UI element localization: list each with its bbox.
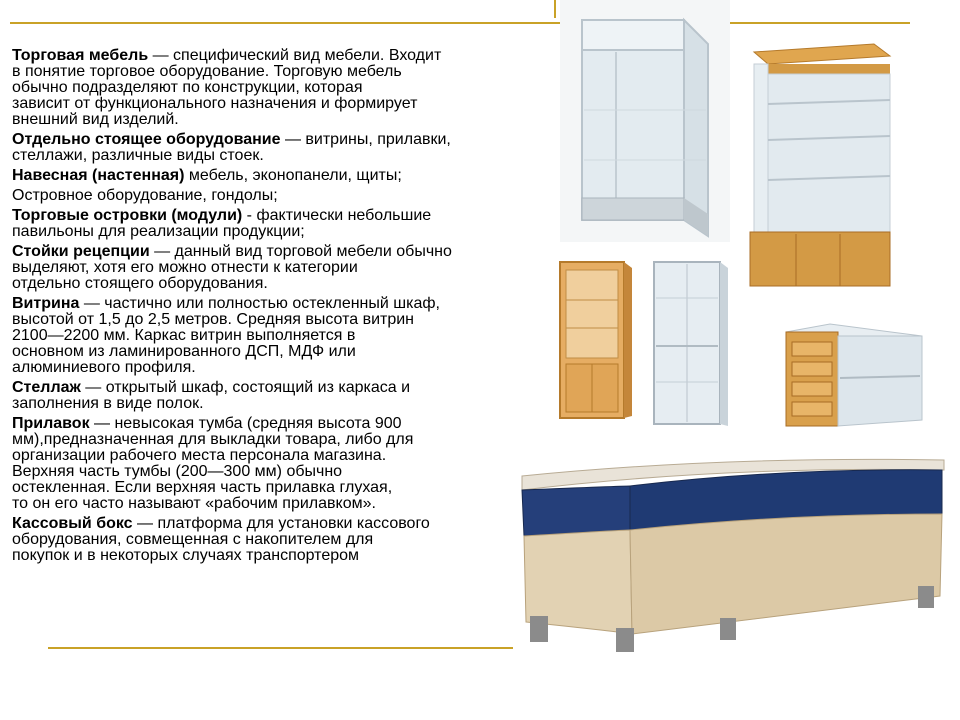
paragraph-ostrovnoe bbox=[12, 188, 520, 204]
definition: — платформа для установки кассового оборудования, совмещенная с накопителем для покупок и в некоторых случаях транспортером bbox=[12, 515, 430, 564]
term: Витрина bbox=[12, 295, 80, 312]
paragraph-kassovyi-boks bbox=[12, 516, 520, 564]
reception-counter-image bbox=[512, 456, 952, 656]
drawer-showcase-image bbox=[778, 320, 928, 430]
definition: — невысокая тумба (средняя высота 900 мм),предназначенная для выкладки товара, либо для организации рабочего места персонала магазина. Верхняя часть тумбы (200—300 мм) обычно остекленная. Если верхняя часть прилавка глухая, то он его часто называют «рабочим прилавком». bbox=[12, 415, 414, 512]
top-rule bbox=[10, 22, 910, 24]
term: Кассовый бокс bbox=[12, 515, 133, 532]
glass-showcase-image bbox=[560, 0, 730, 242]
text-column bbox=[12, 48, 520, 568]
term: Стойки рецепции bbox=[12, 243, 150, 260]
paragraph-torgovye-ostrovki bbox=[12, 208, 520, 240]
paragraph-prilavok bbox=[12, 416, 520, 512]
term: Отдельно стоящее оборудование bbox=[12, 131, 281, 148]
definition: — специфический вид мебели. Входит в понятие торговое оборудование. Торговую мебель обычно подразделяют по конструкции, которая зависит от функционального назначения и формирует внешний вид изделий. bbox=[12, 47, 442, 128]
term: Стеллаж bbox=[12, 379, 81, 396]
shelving-cabinet-image bbox=[740, 40, 900, 288]
paragraph-otdelno-stoyashchee bbox=[12, 132, 520, 164]
definition: — частично или полностью остекленный шкаф, высотой от 1,5 до 2,5 метров. Средняя высота витрин 2100—2200 мм. Каркас витрин выполняется в основном из ламинированного ДСП, МДФ или алюминиевого профиля. bbox=[12, 295, 440, 376]
term: Торговая мебель bbox=[12, 47, 149, 64]
definition: — данный вид торговой мебели обычно выделяют, хотя его можно отнести к категории отдельно стоящего оборудования. bbox=[12, 243, 452, 292]
definition: — открытый шкаф, состоящий из каркаса и заполнения в виде полок. bbox=[12, 379, 411, 412]
term: Прилавок bbox=[12, 415, 90, 432]
bottom-rule bbox=[48, 647, 513, 649]
paragraph-stellazh bbox=[12, 380, 520, 412]
definition: — витрины, прилавки, стеллажи, различные виды стоек. bbox=[12, 131, 451, 164]
definition: мебель, эконопанели, щиты; bbox=[184, 167, 402, 184]
term: Торговые островки (модули) bbox=[12, 207, 243, 224]
definition: - фактически небольшие павильоны для реализации продукции; bbox=[12, 207, 432, 240]
top-vertical-rule bbox=[554, 0, 556, 18]
term: Навесная (настенная) bbox=[12, 167, 185, 184]
paragraph-vitrina bbox=[12, 296, 520, 376]
paragraph-torgovaya-mebel bbox=[12, 48, 520, 128]
glass-cabinet-image bbox=[648, 258, 734, 430]
wooden-cabinet-image bbox=[556, 258, 636, 422]
paragraph-stoiki-recepcii bbox=[12, 244, 520, 292]
paragraph-navesnaya bbox=[12, 168, 520, 184]
definition: Островное оборудование, гондолы; bbox=[12, 187, 278, 204]
